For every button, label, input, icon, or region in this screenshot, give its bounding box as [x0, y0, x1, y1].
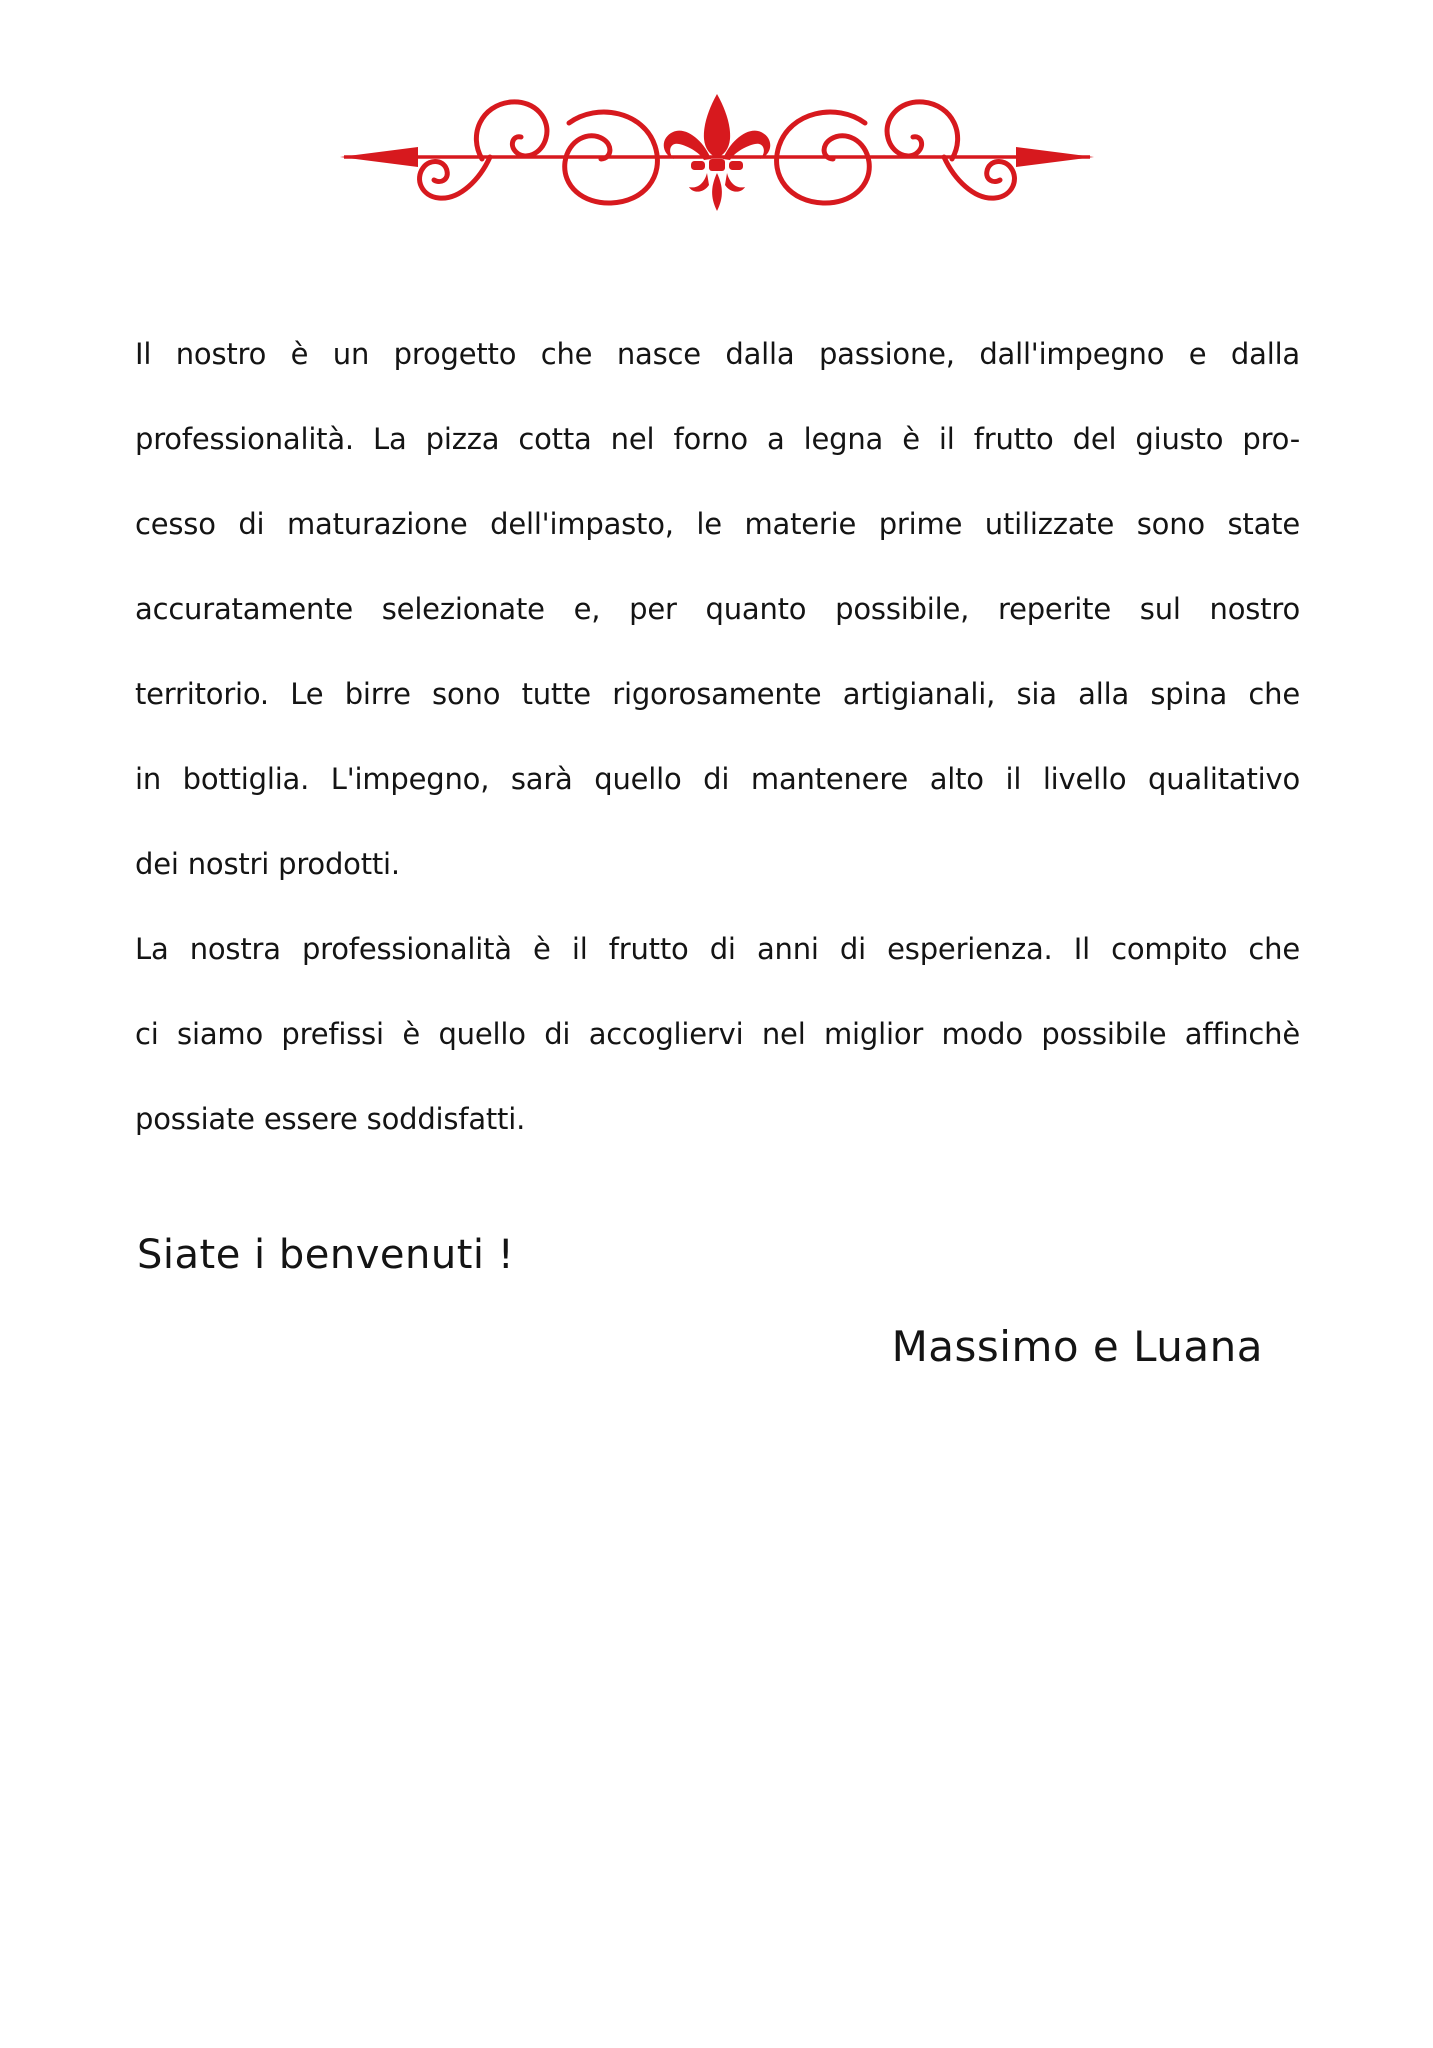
welcome-paragraph-line: dei nostri prodotti.: [135, 847, 400, 881]
welcome-paragraph: [135, 312, 1300, 1162]
welcome-paragraph-line: La nostra professionalità è il frutto di anni di esperienza. Il compito che: [135, 932, 1300, 966]
welcome-paragraph-line: possiate essere soddisfatti.: [135, 1102, 526, 1136]
right-arrow-icon: [1016, 147, 1094, 167]
welcome-paragraph-line: Il nostro è un progetto che nasce dalla passione, dall'impegno e dalla: [135, 337, 1300, 371]
welcome-paragraph-line: professionalità. La pizza cotta nel forno a legna è il frutto del giusto pro-: [135, 422, 1300, 456]
welcome-paragraph-line: territorio. Le birre sono tutte rigorosamente artigianali, sia alla spina che: [135, 677, 1300, 711]
welcome-paragraph-line: ci siamo prefissi è quello di accogliervi nel miglior modo possibile affinchè: [135, 1017, 1300, 1051]
signature: Massimo e Luana: [891, 1322, 1263, 1371]
welcome-paragraph-line: cesso di maturazione dell'impasto, le materie prime utilizzate sono state: [135, 507, 1300, 541]
left-arrow-icon: [340, 147, 418, 167]
flourish-divider-ornament: [322, 93, 1112, 223]
welcome-paragraph-line: in bottiglia. L'impegno, sarà quello di mantenere alto il livello qualitativo: [135, 762, 1300, 796]
welcome-paragraph-line: accuratamente selezionate e, per quanto possibile, reperite sul nostro: [135, 592, 1300, 626]
fleur-de-lis-icon: [663, 94, 770, 211]
welcome-greeting: Siate i benvenuti !: [137, 1232, 515, 1278]
